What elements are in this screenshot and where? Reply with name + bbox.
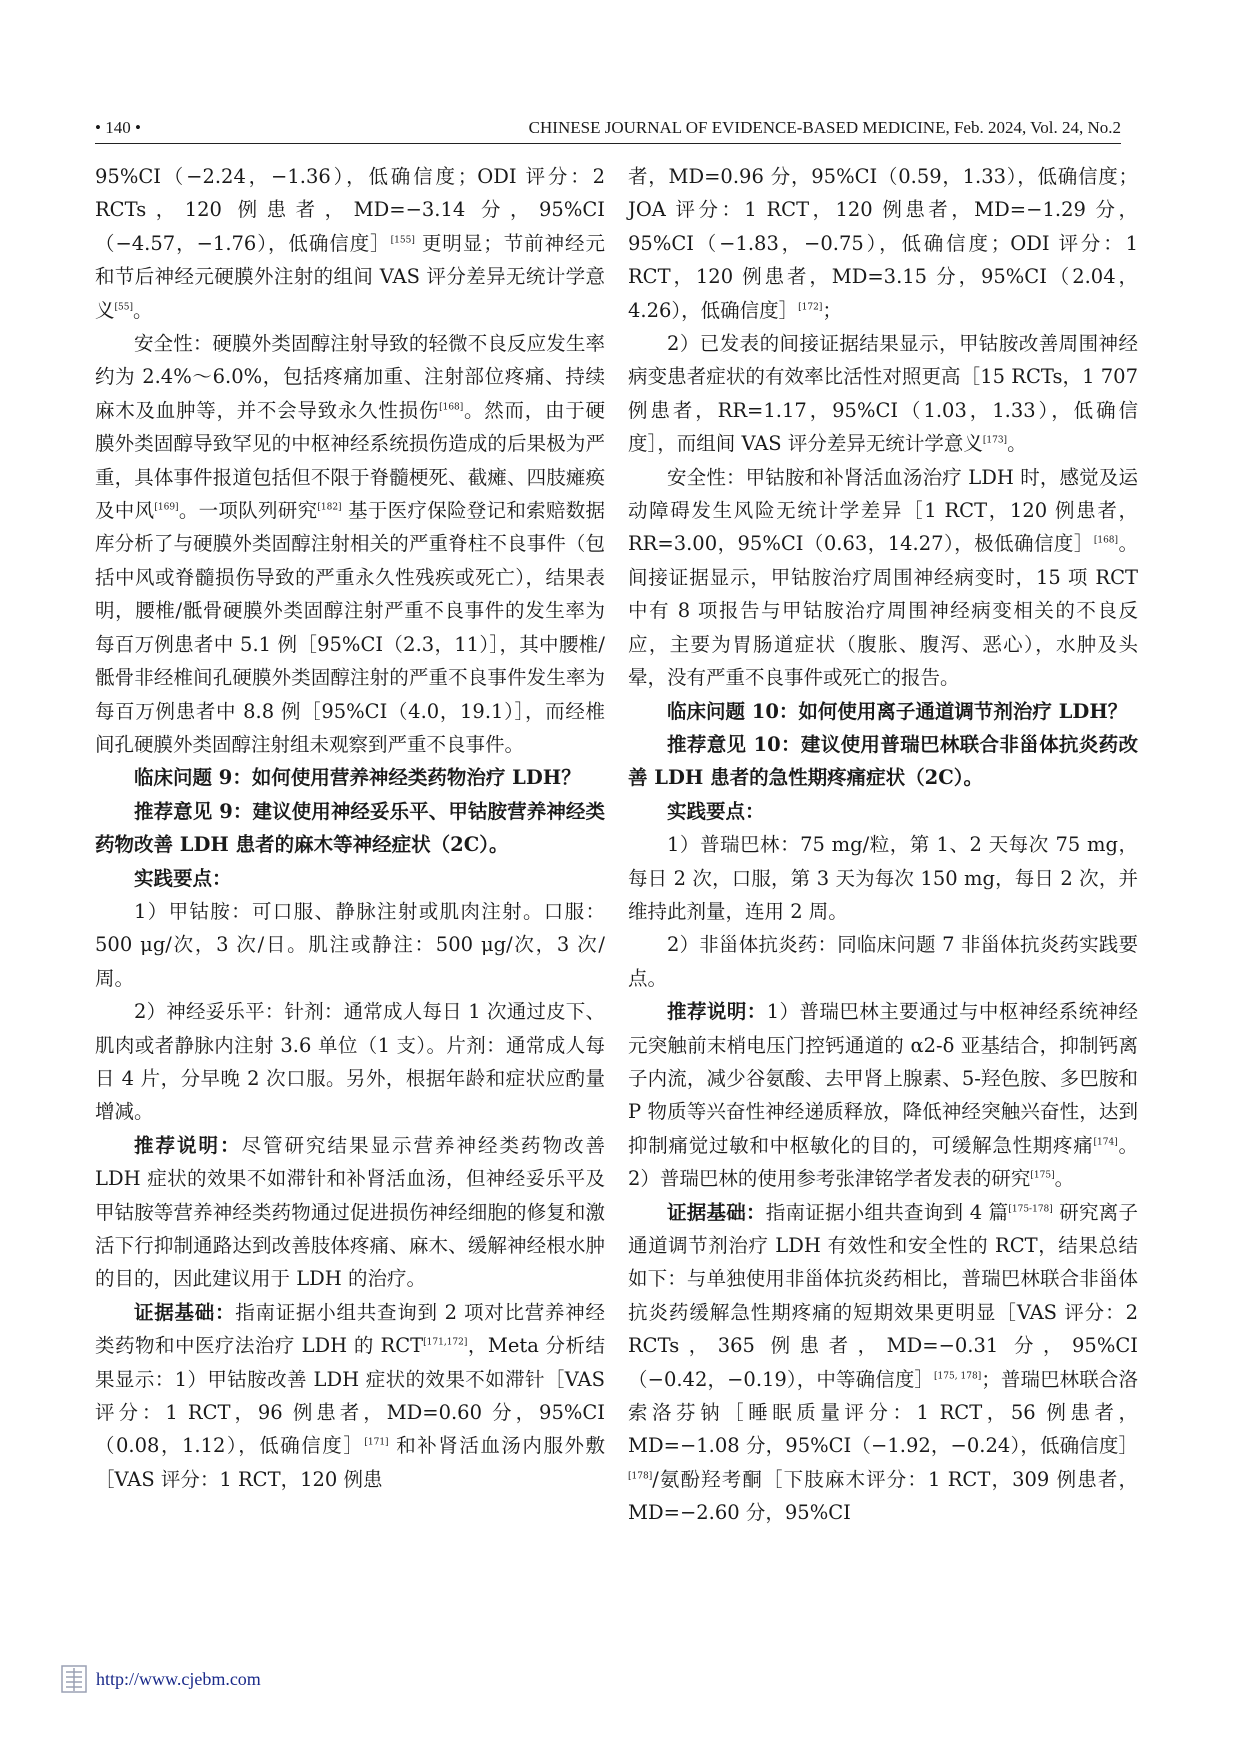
citation-ref: [182] — [317, 502, 342, 513]
paragraph — [628, 1196, 1138, 1530]
paragraph: 者，MD=0.96 分，95%CI（0.59，1.33），低确信度；JOA 评分：1 RCT，120 例患者，MD=−1.29 分，95%CI（−1.83，−0.75），低确信度；ODI 评分：1 RCT，120 例患者，MD=3.15 分，95%CI（2.04，4.26），低确信度］[172]； — [628, 165, 1138, 322]
citation-ref: [175, 178] — [934, 1371, 982, 1382]
paragraph — [628, 995, 1138, 1195]
citation-ref: [169] — [154, 502, 179, 513]
paragraph: 2）神经妥乐平：针剂：通常成人每日 1 次通过皮下、肌肉或者静脉内注射 3.6 单位（1 支）。片剂：通常成人每日 4 片，分早晚 2 次口服。另外，根据年龄和症状应酌量增减。 — [95, 1000, 605, 1124]
citation-ref: [174] — [1093, 1137, 1118, 1148]
recommendation-heading: 推荐意见 10：建议使用普瑞巴林联合非甾体抗炎药改善 LDH 患者的急性期疼痛症状（2C）。 — [628, 732, 1138, 790]
page-footer — [60, 1664, 261, 1694]
paragraph-lead: 推荐说明： — [134, 1133, 242, 1157]
paragraph-body: 指南证据小组共查询到 2 项对比营养神经类药物和中医疗法治疗 LDH 的 RCT[171,172]，Meta 分析结果显示：1）甲钴胺改善 LDH 症状的效果不如滞针［VAS 评分：1 RCT，96 例患者，MD=0.60 分，95%CI（0.08，1.12），低确信度］[171] 和补肾活血汤内服外敷［VAS 评分：1 RCT，120 例患 — [95, 1300, 606, 1491]
paragraph: 安全性：甲钴胺和补肾活血汤治疗 LDH 时，感觉及运动障碍发生风险无统计学差异［1 RCT，120 例患者，RR=3.00，95%CI（0.63，14.27），极低确信度］[168]。间接证据显示，甲钴胺治疗周围神经病变时，15 项 RCT 中有 8 项报告与甲钴胺治疗周围神经病变相关的不良反应，主要为胃肠道症状（腹胀、腹泻、恶心），水肿及头晕，没有严重不良事件或死亡的报告。 — [628, 465, 1138, 690]
paragraph: 1）甲钴胺：可口服、静脉注射或肌肉注射。口服：500 μg/次，3 次/日。肌注或静注：500 μg/次，3 次/周。 — [95, 899, 605, 990]
practice-points-heading: 实践要点： — [667, 799, 765, 823]
journal-logo-icon — [60, 1664, 88, 1694]
paragraph: 安全性：硬膜外类固醇注射导致的轻微不良反应发生率约为 2.4%～6.0%，包括疼痛加重、注射部位疼痛、持续麻木及血肿等，并不会导致永久性损伤[168]。然而，由于硬膜外类固醇导致罕见的中枢神经系统损伤造成的后果极为严重，具体事件报道包括但不限于脊髓梗死、截瘫、四肢瘫痪及中风[169]。一项队列研究[182] 基于医疗保险登记和索赔数据库分析了与硬膜外类固醇注射相关的严重脊柱不良事件（包括中风或脊髓损伤导致的严重永久性残疾或死亡），结果表明，腰椎/骶骨硬膜外类固醇注射严重不良事件的发生率为每百万例患者中 5.1 例［95%CI（2.3，11）］，其中腰椎/骶骨非经椎间孔硬膜外类固醇注射的严重不良事件发生率为每百万例患者中 8.8 例［95%CI（4.0，19.1）］，而经椎间孔硬膜外类固醇注射组未观察到严重不良事件。 — [95, 332, 605, 756]
citation-ref: [173] — [982, 435, 1008, 446]
page-number: • 140 • — [95, 118, 141, 137]
running-header — [95, 118, 1121, 138]
paragraph-lead: 证据基础： — [667, 1200, 766, 1224]
paragraph-body: 指南证据小组共查询到 4 篇[175-178] 研究离子通道调节剂治疗 LDH 有效性和安全性的 RCT，结果总结如下：与单独使用非甾体抗炎药相比，普瑞巴林联合非甾体抗炎药缓解急性期疼痛的短期效果更明显［VAS 评分：2 RCTs，365 例患者，MD=−0.31 分，95%CI（−0.42，−0.19），中等确信度］[175, 178]；普瑞巴林联合洛索洛芬钠［睡眠质量评分：1 RCT，56 例患者，MD=−1.08 分，95%CI（−1.92，−0.24），低确信度］[178]/氨酚羟考酮［下肢麻木评分：1 RCT，309 例患者，MD=−2.60 分，95%CI — [628, 1200, 1138, 1525]
paragraph-lead: 推荐说明： — [667, 1000, 767, 1024]
paragraph-body: 1）普瑞巴林主要通过与中枢神经系统神经元突触前末梢电压门控钙通道的 α2-δ 亚基结合，抑制钙离子内流，减少谷氨酸、去甲肾上腺素、5-羟色胺、多巴胺和 P 物质等兴奋性神经递质释放，降低神经突触兴奋性，达到抑制痛觉过敏和中枢敏化的目的，可缓解急性期疼痛[174]。2）普瑞巴林的使用参考张津铭学者发表的研究[175]。 — [628, 1000, 1138, 1191]
citation-ref: [171,172] — [423, 1337, 468, 1348]
paragraph — [95, 1129, 605, 1296]
paragraph-lead: 证据基础： — [134, 1300, 236, 1324]
recommendation-heading: 推荐意见 9：建议使用神经妥乐平、甲钴胺营养神经类药物改善 LDH 患者的麻木等神经症状（2C）。 — [95, 799, 605, 857]
citation-ref: [171] — [364, 1437, 389, 1448]
paragraph — [95, 1296, 605, 1496]
clinical-question-heading: 临床问题 10：如何使用离子通道调节剂治疗 LDH？ — [667, 699, 1128, 723]
citation-ref: [155] — [390, 235, 415, 246]
citation-ref: [175] — [1030, 1170, 1055, 1181]
paragraph: 1）普瑞巴林：75 mg/粒，第 1、2 天每次 75 mg，每日 2 次，口服，第 3 天为每次 150 mg，每日 2 次，并维持此剂量，连用 2 周。 — [628, 833, 1138, 923]
footer-url-link[interactable]: http://www.cjebm.com — [96, 1668, 261, 1689]
paragraph: 95%CI（−2.24，−1.36），低确信度；ODI 评分：2 RCTs，120 例患者，MD=−3.14 分，95%CI（−4.57，−1.76），低确信度］[155] 更明显；节前神经元和节后神经元硬膜外注射的组间 VAS 评分差异无统计学意义[55]。 — [95, 165, 605, 322]
practice-points-heading: 实践要点： — [134, 866, 232, 890]
left-column — [95, 160, 605, 1496]
clinical-question-heading: 临床问题 9：如何使用营养神经类药物治疗 LDH？ — [134, 766, 581, 790]
right-column — [628, 160, 1138, 1530]
header-rule — [95, 143, 1121, 144]
paragraph: 2）已发表的间接证据结果显示，甲钴胺改善周围神经病变患者症状的有效率比活性对照更高［15 RCTs，1 707 例患者，RR=1.17，95%CI（1.03，1.33），低确信度］，而组间 VAS 评分差异无统计学意义[173]。 — [628, 332, 1138, 456]
paragraph: 2）非甾体抗炎药：同临床问题 7 非甾体抗炎药实践要点。 — [628, 933, 1138, 990]
citation-ref: [168] — [439, 402, 464, 413]
journal-citation: CHINESE JOURNAL OF EVIDENCE-BASED MEDICINE, Feb. 2024, Vol. 24, No.2 — [528, 118, 1121, 137]
citation-ref: [178] — [628, 1471, 653, 1482]
citation-ref: [55] — [114, 302, 133, 313]
citation-ref: [172] — [798, 302, 823, 313]
citation-ref: [168] — [1093, 535, 1119, 546]
citation-ref: [175-178] — [1008, 1204, 1053, 1215]
paragraph-body: 尽管研究结果显示营养神经类药物改善 LDH 症状的效果不如滞针和补肾活血汤，但神经妥乐平及甲钴胺等营养神经类药物通过促进损伤神经细胞的修复和激活下行抑制通路达到改善肢体疼痛、麻木、缓解神经根水肿的目的，因此建议用于 LDH 的治疗。 — [95, 1133, 605, 1291]
